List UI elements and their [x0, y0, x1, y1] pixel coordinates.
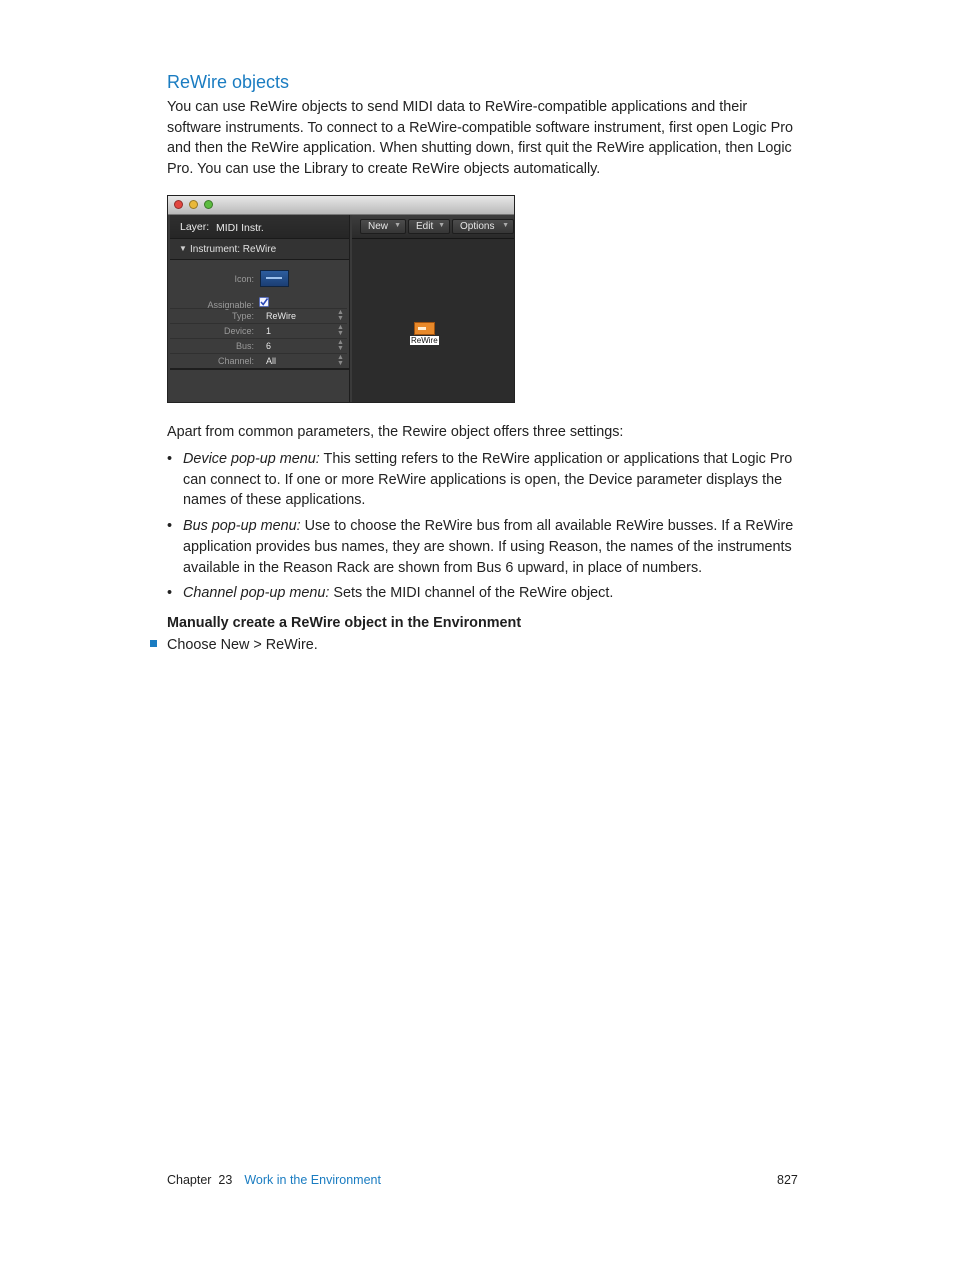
task-heading: Manually create a ReWire object in the Environment [167, 615, 522, 631]
device-value[interactable]: 1 [266, 326, 272, 336]
type-row[interactable] [170, 308, 347, 324]
icon-label: Icon: [234, 274, 254, 284]
minimize-window-icon[interactable] [189, 200, 198, 209]
type-value[interactable]: ReWire [266, 311, 297, 321]
bullet-text: Use to choose the ReWire bus from all available ReWire busses. If a ReWire application provides bus names, they are shown. If using Reason, the names of the instruments available in the Reason Rack are shown from Bus 6 upward, in place of numbers. [183, 518, 794, 576]
bullet-text: Sets the MIDI channel of the ReWire object. [329, 585, 614, 602]
settings-intro: Apart from common parameters, the Rewire object offers three settings: [167, 424, 624, 440]
waveform-icon [266, 277, 282, 279]
chevron-down-icon: ▼ [438, 222, 445, 229]
window-titlebar [168, 196, 514, 215]
rewire-object[interactable] [410, 322, 439, 345]
assignable-checkbox[interactable] [259, 297, 269, 307]
options-menu-label: Options [460, 221, 495, 232]
bus-label: Bus: [235, 341, 254, 351]
intro-paragraph: You can use ReWire objects to send MIDI data to ReWire-compatible applications and their software instruments. To connect to a ReWire-compatible software instrument, first open Logic Pro and then the ReWire application. When shutting down, first quit the ReWire application, then Logic Pro. You can use the Library to create ReWire objects automatically. [167, 99, 793, 178]
instrument-header-label: Instrument: ReWire [190, 244, 277, 255]
layer-row[interactable] [170, 215, 349, 239]
bullet-term: Channel pop-up menu: [183, 585, 330, 602]
rewire-object-label: ReWire [411, 336, 438, 345]
new-menu-label: New [368, 221, 389, 232]
layer-value[interactable]: MIDI Instr. [216, 222, 264, 234]
environment-canvas[interactable] [352, 215, 514, 402]
stepper-arrows-icon[interactable]: ▲ ▼ [337, 324, 344, 337]
rewire-object-icon[interactable] [414, 322, 435, 335]
bullet-text: This setting refers to the ReWire application or applications that Logic Pro can connect to. If one or more ReWire applications is open, the Device parameter displays the names of these applications. [183, 451, 793, 509]
instrument-icon-picker[interactable] [260, 270, 289, 287]
step-bullet-icon [150, 640, 157, 647]
page-number: 827 [777, 1173, 798, 1187]
footer-chapter [167, 1173, 381, 1187]
local-menubar [352, 215, 514, 239]
zoom-window-icon[interactable] [204, 200, 213, 209]
device-label: Device: [223, 326, 254, 336]
list-item: • Device pop-up menu: This setting refers to the ReWire application or applications that Logic Pro can connect to. If one or more ReWire applications is open, the Device parameter displays the names of these applications. [167, 451, 793, 509]
settings-list [167, 449, 799, 609]
stepper-arrows-icon[interactable]: ▲ ▼ [337, 339, 344, 352]
chevron-down-icon: ▼ [394, 222, 401, 229]
inspector-panel [170, 215, 350, 402]
new-menu[interactable] [360, 219, 406, 234]
inspector-divider [170, 368, 349, 370]
edit-menu[interactable] [408, 219, 450, 234]
type-label: Type: [231, 311, 254, 321]
task-step [150, 637, 318, 653]
list-item: • Channel pop-up menu: Sets the MIDI channel of the ReWire object. [167, 585, 614, 602]
channel-label: Channel: [217, 356, 254, 366]
edit-menu-label: Edit [416, 221, 434, 232]
layer-label: Layer: [180, 221, 210, 233]
chevron-down-icon: ▼ [502, 222, 509, 229]
assignable-label: Assignable: [207, 300, 254, 310]
channel-value[interactable]: All [266, 356, 277, 366]
bus-value[interactable]: 6 [266, 341, 272, 351]
instrument-header[interactable] [170, 239, 349, 260]
stepper-arrows-icon[interactable]: ▲ ▼ [337, 354, 344, 367]
list-item: • Bus pop-up menu: Use to choose the ReWire bus from all available ReWire busses. If a ReWire application provides bus names, they are shown. If using Reason, the names of the instruments available in the Reason Rack are shown from Bus 6 upward, in place of numbers. [167, 518, 794, 576]
bullet-term: Device pop-up menu: [183, 451, 320, 467]
chapter-number: Chapter 23 [167, 1173, 233, 1187]
stepper-arrows-icon[interactable]: ▲ ▼ [337, 309, 344, 322]
step-text: Choose New > ReWire. [167, 637, 318, 653]
device-row[interactable] [170, 323, 347, 339]
section-title: ReWire objects [167, 72, 290, 92]
environment-screenshot [167, 195, 515, 403]
options-menu[interactable] [452, 219, 514, 234]
disclosure-triangle-icon[interactable]: ▼ [179, 244, 187, 253]
close-window-icon[interactable] [174, 200, 183, 209]
channel-row[interactable] [170, 353, 347, 369]
bus-row[interactable] [170, 338, 347, 354]
bullet-term: Bus pop-up menu: [183, 518, 301, 535]
chapter-title-link[interactable]: Work in the Environment [244, 1173, 381, 1187]
